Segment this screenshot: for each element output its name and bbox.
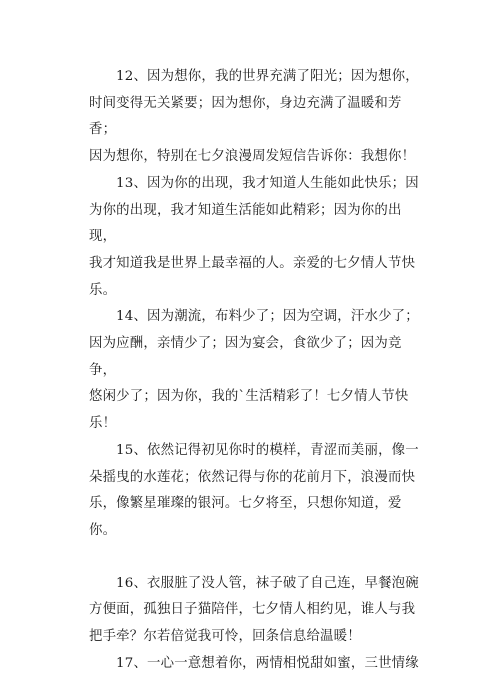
- paragraph-line: 16、衣服脏了没人管，袜子破了自己连，早餐泡碗: [116, 575, 419, 591]
- paragraph-line: 因为应酬，亲情少了；因为宴会，食欲少了；因为竞争，: [89, 336, 402, 378]
- paragraph-16: [89, 571, 423, 651]
- paragraph-line: 13、因为你的出现，我才知道人生能如此快乐；因: [116, 175, 419, 191]
- paragraph-line: 12、因为想你，我的世界充满了阳光；因为想你，: [116, 69, 419, 84]
- paragraph-line: 乐，像繁星璀璨的银河。七夕将至，只想你知道，爱你。: [89, 496, 402, 538]
- paragraph-13: [89, 171, 423, 305]
- paragraph-line: 15、依然记得初见你时的模样，青涩而美丽，像一: [116, 442, 419, 458]
- document-body: [89, 64, 423, 677]
- paragraph-line: 把手牵？尔若倍觉我可怜，回条信息给温暖！: [89, 629, 361, 645]
- paragraph-line: 我才知道我是世界上最幸福的人。亲爱的七夕情人节快: [89, 255, 416, 271]
- paragraph-line: 悠闲少了；因为你，我的`生活精彩了！七夕情人节快: [89, 389, 409, 405]
- paragraph-line: 方便面，孤独日子猫陪伴，七夕情人相约见，谁人与我: [89, 602, 416, 618]
- paragraph-line: 17、一心一意想着你，两情相悦甜如蜜，三世情缘: [116, 655, 419, 671]
- paragraph-12: [89, 64, 423, 171]
- paragraph-17: [89, 651, 423, 677]
- paragraph-line: 朵摇曳的水莲花；依然记得与你的花前月下，浪漫而快: [89, 469, 416, 485]
- paragraph-line: 时间变得无关紧要；因为想你，身边充满了温暖和芳香；: [89, 95, 402, 138]
- paragraph-14: [89, 304, 423, 438]
- paragraph-15: [89, 438, 423, 545]
- paragraph-line: 14、因为潮流，布料少了；因为空调，汗水少了；: [116, 309, 419, 325]
- paragraph-line: 乐。: [89, 282, 117, 298]
- paragraph-line: 为你的出现，我才知道生活能如此精彩；因为你的出现，: [89, 202, 402, 245]
- paragraph-line: 乐！: [89, 416, 117, 432]
- paragraph-line: 因为想你，特别在七夕浪漫周发短信告诉你：我想你！: [89, 149, 416, 165]
- paragraph-spacer: [89, 545, 423, 571]
